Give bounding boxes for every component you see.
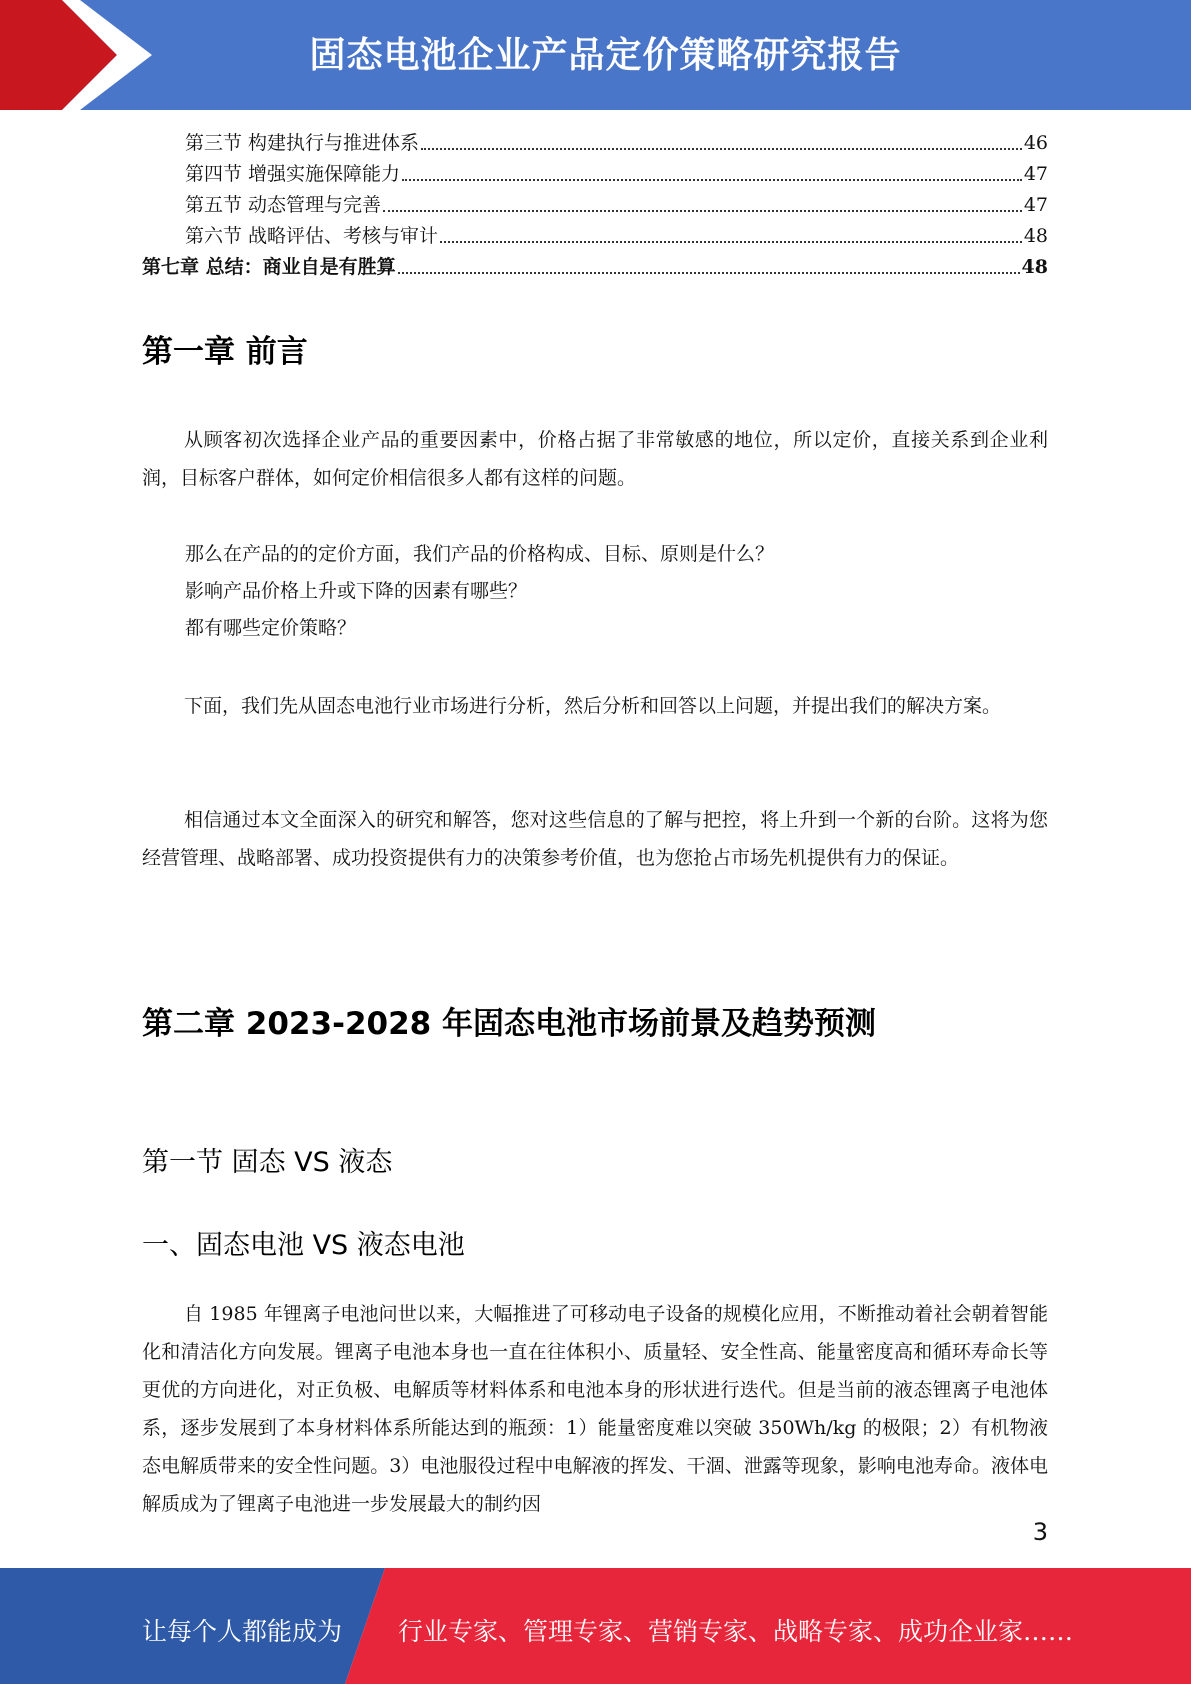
- toc-entry-chapter[interactable]: [142, 252, 1048, 283]
- toc-entry[interactable]: [142, 190, 1048, 221]
- toc-entry[interactable]: [142, 221, 1048, 252]
- toc-entry-label: 第六节 战略评估、考核与审计: [185, 225, 439, 247]
- chapter-1-heading: 第一章 前言: [142, 334, 308, 370]
- toc-leader-dots: [398, 272, 1020, 274]
- toc-leader-dots: [440, 241, 1022, 243]
- toc-entry-label: 第四节 增强实施保障能力: [185, 163, 401, 185]
- chapter-1-question-1: 那么在产品的的定价方面，我们产品的价格构成、目标、原则是什么？: [185, 543, 775, 565]
- page-number: 3: [1032, 1518, 1048, 1546]
- chapter-1-paragraph-3: 相信通过本文全面深入的研究和解答，您对这些信息的了解与把控，将上升到一个新的台阶。这将为您经营管理、战略部署、成功投资提供有力的决策参考价值，也为您抢占市场先机提供有力的保证。: [142, 809, 1048, 869]
- section-heading: 第一节 固态 VS 液态: [142, 1147, 393, 1178]
- chapter-1-question-3: 都有哪些定价策略？: [185, 617, 357, 639]
- chapter-1-paragraph-1: 从顾客初次选择企业产品的重要因素中，价格占据了非常敏感的地位，所以定价，直接关系到企业利润，目标客户群体，如何定价相信很多人都有这样的问题。: [142, 429, 1048, 489]
- table-of-contents: [142, 128, 1048, 283]
- toc-entry-page: 47: [1023, 163, 1048, 185]
- report-title: 固态电池企业产品定价策略研究报告: [309, 35, 902, 76]
- footer-slogan-right: 行业专家、管理专家、营销专家、战略专家、成功企业家……: [398, 1617, 1074, 1646]
- footer-banner: [0, 1568, 1191, 1684]
- toc-entry-label: 第五节 动态管理与完善: [185, 194, 382, 216]
- toc-entry-page: 47: [1023, 194, 1048, 216]
- toc-entry-label: 第三节 构建执行与推进体系: [185, 132, 420, 154]
- chapter-2-heading: 第二章 2023-2028 年固态电池市场前景及趋势预测: [142, 1006, 877, 1042]
- subsection-heading: 一、固态电池 VS 液态电池: [142, 1230, 465, 1261]
- toc-leader-dots: [421, 148, 1022, 150]
- chapter-2-paragraph-1: 自 1985 年锂离子电池问世以来，大幅推进了可移动电子设备的规模化应用，不断推动着社会朝着智能化和清洁化方向发展。锂离子电池本身也一直在往体积小、质量轻、安全性高、能量密度高和循环寿命长等更优的方向进化，对正负极、电解质等材料体系和电池本身的形状进行迭代。但是当前的液态锂离子电池体系，逐步发展到了本身材料体系所能达到的瓶颈：1）能量密度难以突破 350Wh/kg 的极限；2）有机物液态电解质带来的安全性问题。3）电池服役过程中电解液的挥发、干涸、泄露等现象，影响电池寿命。液体电解质成为了锂离子电池进一步发展最大的制约因: [142, 1303, 1048, 1515]
- toc-entry-label: 第七章 总结：商业自是有胜算: [142, 256, 396, 278]
- toc-entry[interactable]: [142, 128, 1048, 159]
- header-banner: [0, 0, 1191, 110]
- footer-slogan-left: 让每个人都能成为: [142, 1617, 343, 1646]
- toc-entry-page: 48: [1023, 225, 1048, 247]
- chapter-1-paragraph-2: 下面，我们先从固态电池行业市场进行分析，然后分析和回答以上问题，并提出我们的解决方案。: [184, 695, 1002, 717]
- toc-entry-page: 46: [1023, 132, 1048, 154]
- toc-leader-dots: [383, 210, 1022, 212]
- toc-leader-dots: [402, 179, 1022, 181]
- toc-entry-page: 48: [1021, 256, 1048, 278]
- chapter-1-question-2: 影响产品价格上升或下降的因素有哪些？: [185, 580, 528, 602]
- toc-entry[interactable]: [142, 159, 1048, 190]
